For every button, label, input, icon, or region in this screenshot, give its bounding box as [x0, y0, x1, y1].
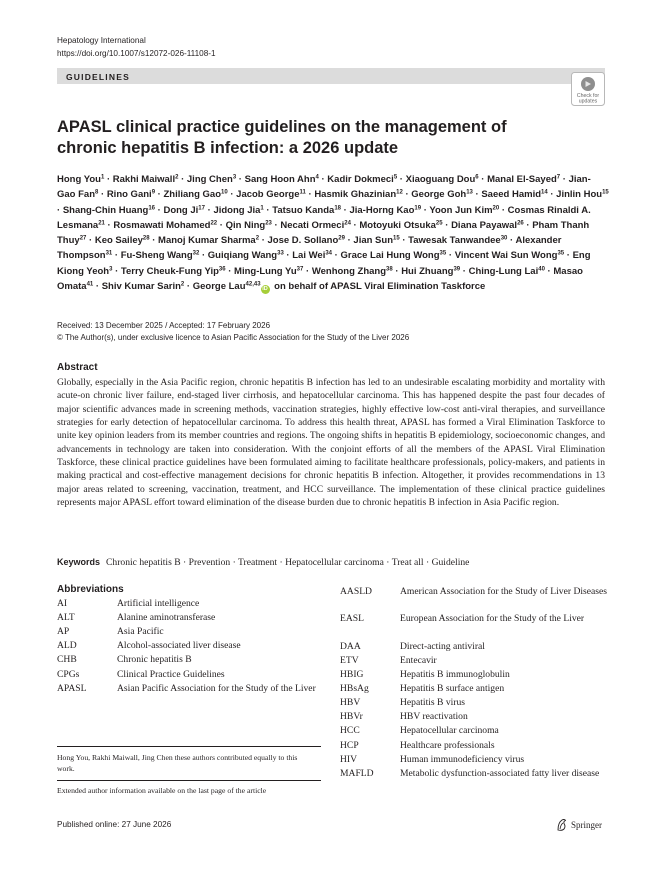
- author-name: Keo Sailey: [94, 235, 143, 246]
- abbreviation-definition: Healthcare professionals: [400, 739, 495, 751]
- author-name: Hong You: [57, 174, 101, 185]
- abbreviation-row: [57, 597, 325, 610]
- published-date: Published online: 27 June 2026: [57, 820, 172, 829]
- abbreviation-definition: Chronic hepatitis B: [117, 654, 192, 666]
- abbreviation-row: [57, 653, 325, 666]
- abbreviation-row: [340, 612, 608, 625]
- author-affiliation: 26: [517, 220, 524, 227]
- author-name: Hui Zhuang: [401, 265, 454, 277]
- author-affiliation: 3: [109, 266, 113, 272]
- author-affiliation: 19: [414, 205, 422, 211]
- author-affiliation: 15: [393, 235, 400, 242]
- abbreviation-definition: Artificial intelligence: [117, 598, 200, 609]
- author-name: Guiqiang Wang: [207, 250, 278, 262]
- footnote-divider: [57, 746, 321, 747]
- author-name: Shiv Kumar Sarin: [101, 280, 181, 292]
- publisher-logo[interactable]: [556, 818, 602, 831]
- author-affiliation: 6: [475, 174, 479, 181]
- author-name: Sang Hoon Ahn: [244, 174, 316, 185]
- abbreviation-row: [340, 710, 608, 723]
- author-affiliation: 21: [98, 220, 105, 227]
- author-name: Saeed Hamid: [481, 189, 542, 201]
- author-name: Tatsuo Kanda: [272, 204, 335, 216]
- abstract-heading: Abstract: [57, 362, 98, 373]
- badge-line1: Check for: [576, 93, 600, 99]
- author-name: Jia-Horng Kao: [349, 204, 415, 216]
- author-affiliation: 38: [386, 266, 393, 272]
- orcid-icon[interactable]: iD: [262, 285, 268, 292]
- author-name: Jian-Gao Fan: [57, 174, 591, 201]
- author-name: Ching-Lung Lai: [468, 265, 539, 277]
- author-affiliation: 11: [299, 189, 306, 196]
- author-name: Wenhong Zhang: [311, 265, 387, 277]
- abbreviation-definition: Clinical Practice Guidelines: [117, 668, 225, 680]
- author-name: George Goh: [411, 189, 467, 201]
- author-name: Grace Lai Hung Wong: [340, 250, 440, 262]
- abbreviation-definition: Asian Pacific Association for the Study of the Liver: [117, 682, 316, 694]
- abbreviation-row: [340, 767, 608, 780]
- abbreviations-heading: Abbreviations: [57, 584, 124, 595]
- abbreviation-row: [340, 724, 608, 737]
- received-dates: Received: 13 December 2025 / Accepted: 17 February 2026: [57, 321, 271, 330]
- author-affiliation: 41: [86, 281, 94, 288]
- abbreviation-definition: Hepatitis B immunoglobulin: [400, 669, 510, 680]
- author-affiliation: 35: [557, 250, 565, 257]
- abbreviation-term: ALD: [57, 640, 77, 652]
- abbreviation-term: DAA: [340, 640, 361, 652]
- abbreviation-row: [340, 753, 608, 766]
- author-affiliation: 13: [466, 189, 473, 196]
- author-name: Vincent Wai Sun Wong: [454, 250, 558, 262]
- article-title: APASL clinical practice guidelines on the management of chronic hepatitis B infection: a 2026 update: [57, 118, 507, 157]
- author-affiliation: 27: [79, 235, 87, 242]
- author-affiliation: 22: [210, 220, 218, 227]
- author-affiliation: 12: [396, 189, 403, 196]
- author-name: Eng Kiong Yeoh: [57, 250, 591, 277]
- abbreviation-definition: Hepatitis B surface antigen: [400, 683, 505, 695]
- doi-link[interactable]: https://doi.org/10.1007/s12072-026-11108-1: [57, 49, 216, 58]
- author-name: Tawesak Tanwandee: [408, 235, 501, 246]
- author-name: Alexander Thompson: [57, 235, 562, 262]
- author-name: Rino Gani: [106, 189, 152, 201]
- author-affiliation: 16: [148, 205, 155, 211]
- abbreviation-definition: Hepatitis B virus: [400, 697, 466, 709]
- author-name: Jacob George: [236, 189, 300, 201]
- author-affiliation: 31: [105, 250, 113, 257]
- author-name: Zhiliang Gao: [163, 189, 222, 201]
- abbreviation-term: HCC: [340, 725, 360, 737]
- abbreviation-row: [340, 640, 608, 653]
- extended-info-footnote: Extended author information available on the last page of the article: [57, 786, 267, 795]
- author-list: Hong You$^1$ · Rakhi Maiwall$^2$ · Jing Chen$^3$ · Sang Hoon Ahn$^4$ · Kadir Dokmeci$^5$ · Xiaoguang Dou$^6$ · Manal El-Sayed$^7$ · Jian-Gao Fan$^8$ · Rino Gani$^9$ · Zhiliang Gao$^{10}$ · Jacob George$^{11}$ · Hasmik Ghazinian$^{12}$ · George Goh$^{13}$ · Saeed Hamid$^{14}$ · Jinlin Hou$^{15}$ · Shang-Chin Huang$^{16}$ · Dong $Ji^{17}$ · Jidong Jia$^1$ · Tatsuo Kanda$^{18}$ · Jia-Horng Kao$^{19}$ · Yoon Jun Kim$^{20}$ · Cosmas Rinaldi A. Lesmana$^{21}$ · Rosmawati Mohamed$^{22}$ · Qin Ning$^{23}$ · Necati Ormeci$^{24}$ · Motoyuki Otsuka$^{25}$ · Diana Payawal$^{26}$ · Pham Thanh Thuy$^{27}$ · Keo Sailey$^{28}$ · Manoj Kumar Sharma$^2$ · Jose D. Sollano$^{29}$ · Jian Sun$^{15}$ · Tawesak Tanwandee$^{30}$ · Alexander Thompson$^{31}$ · Fu-Sheng Wang$^{32}$ · Guiqiang Wang$^{33}$ · Lai Wei$^{34}$ · Grace Lai Hung Wong$^{35}$ · Vincent Wai Sun Wong$^{35}$ · Eng Kiong Yeoh$^3$ · Terry Cheuk-Fung Yip$^{36}$ · Ming-Lung $Yu^{37}$ · Wenhong Zhang$^{38}$ · Hui Zhuang$^{39}$ · Ching-Lung Lai$^{40}$ · Masao Omata$^{41}$ · Shiv Kumar Sarin$^2$ · George Lau$^{42,43}$iD on behalf of APASL Viral Elimination Taskforce: [57, 174, 609, 292]
- abbreviation-definition: Direct-acting antiviral: [400, 640, 485, 652]
- abbreviation-term: HBVr: [340, 711, 363, 723]
- author-name: Ming-Lung Yu: [234, 265, 297, 277]
- abbreviation-term: HIV: [340, 753, 358, 765]
- abbreviation-term: ALT: [57, 612, 75, 624]
- author-affiliation: 29: [338, 235, 345, 242]
- equal-contribution-footnote: Hong You, Rakhi Maiwall, Jing Chen these authors contributed equally to this work.: [57, 753, 298, 774]
- author-name: Shang-Chin Huang: [62, 204, 149, 216]
- keywords-line: [57, 557, 605, 568]
- author-name: Jidong Jia: [213, 204, 261, 216]
- author-name: Yoon Jun Kim: [429, 204, 493, 216]
- abbreviation-definition: Human immunodeficiency virus: [400, 753, 525, 765]
- author-name: Manal El-Sayed: [487, 174, 557, 185]
- author-name: Pham Thanh Thuy: [57, 219, 590, 246]
- author-affiliation: 1: [260, 205, 264, 211]
- abbreviation-term: CPGs: [57, 668, 80, 680]
- author-name: Motoyuki Otsuka: [359, 219, 436, 231]
- author-affiliation: 10: [221, 189, 228, 196]
- author-affiliation: 8: [95, 189, 99, 196]
- abbreviation-definition: Alcohol-associated liver disease: [117, 640, 241, 652]
- abbreviation-row: [340, 682, 608, 695]
- abbreviation-row: [57, 625, 325, 638]
- author-name: Dong Ji: [163, 204, 199, 216]
- author-affiliation: 5: [393, 174, 398, 181]
- abbreviation-term: AP: [57, 626, 70, 638]
- badge-line2: updates: [578, 98, 598, 105]
- author-affiliation: 33: [277, 250, 284, 257]
- publisher-name: Springer: [571, 819, 602, 830]
- author-affiliation: 28: [142, 235, 150, 242]
- keywords-list: Chronic hepatitis B · Prevention · Treatment · Hepatocellular carcinoma · Treat all · Guideline: [106, 557, 470, 568]
- author-affiliation: 1: [100, 174, 105, 181]
- author-affiliation: 2: [175, 174, 179, 181]
- abbreviation-term: HBIG: [340, 669, 364, 680]
- author-name: Xiaoguang Dou: [405, 174, 476, 185]
- author-name: Cosmas Rinaldi A. Lesmana: [57, 204, 591, 231]
- abbreviation-row: [57, 611, 325, 624]
- abbreviation-row: [340, 668, 608, 681]
- abbreviation-row: [57, 639, 325, 652]
- author-affiliation: 18: [334, 205, 342, 211]
- abbreviation-term: AASLD: [340, 586, 372, 597]
- author-affiliation: 2: [255, 235, 260, 242]
- author-affiliation: 34: [325, 250, 333, 257]
- abbreviation-term: MAFLD: [340, 767, 374, 779]
- author-affiliation: 2: [180, 281, 185, 288]
- author-name: Diana Payawal: [451, 219, 518, 231]
- footnote-divider: [57, 780, 321, 781]
- author-affiliation: 30: [500, 235, 508, 242]
- author-affiliation: 39: [453, 266, 461, 272]
- abbreviation-definition: Asia Pacific: [117, 626, 164, 638]
- copyright-notice: © The Author(s), under exclusive licence to Asian Pacific Association for the Study of the Liver 2026: [57, 333, 410, 342]
- author-name: Kadir Dokmeci: [327, 174, 394, 185]
- author-name: Jing Chen: [186, 174, 233, 185]
- check-for-updates-icon[interactable]: [571, 72, 605, 106]
- keywords-label: Keywords: [57, 557, 101, 567]
- author-name: Jinlin Hou: [556, 189, 603, 201]
- springer-horse-icon: [556, 818, 567, 831]
- author-affiliation: 32: [192, 250, 200, 257]
- author-name: Terry Cheuk-Fung Yip: [120, 265, 219, 277]
- author-name: Necati Ormeci: [280, 219, 345, 231]
- abbreviation-term: APASL: [57, 682, 87, 694]
- author-name: Fu-Sheng Wang: [120, 250, 193, 262]
- author-name: Lai Wei: [292, 250, 326, 262]
- abbreviation-term: HBV: [340, 697, 361, 709]
- author-affiliation: 15: [602, 189, 609, 196]
- abbreviation-definition: Metabolic dysfunction-associated fatty liver disease: [400, 767, 600, 779]
- author-name: Rakhi Maiwall: [112, 174, 176, 185]
- abbreviation-term: EASL: [340, 613, 364, 625]
- author-affiliation: 36: [218, 266, 226, 272]
- abbreviation-term: HBsAg: [340, 683, 369, 695]
- authors-suffix: on behalf of APASL Viral Elimination Taskforce: [271, 280, 486, 292]
- author-affiliation: 9: [151, 189, 156, 196]
- author-affiliation: 35: [439, 250, 447, 257]
- author-name: Qin Ning: [225, 219, 266, 231]
- abbreviation-definition: Alanine aminotransferase: [117, 612, 216, 624]
- author-name: Jose D. Sollano: [267, 235, 339, 246]
- abbreviation-definition: Hepatocellular carcinoma: [400, 725, 499, 737]
- section-banner: [57, 68, 605, 84]
- author-name: Hasmik Ghazinian: [314, 189, 397, 201]
- author-affiliation: 17: [198, 205, 205, 211]
- author-affiliation: 4: [315, 174, 319, 181]
- abstract-body: Globally, especially in the Asia Pacific region, chronic hepatitis B infection has led to an undesirable escalating morbidity and mortality with acute-on chronic liver failure, end-staged liver cirrhosis, and hepatocellular carcinoma. This has happened despite the past four decades of major scientific advances made in screening methods, vaccination strategies, highly effective low-cost anti-viral therapies, and surveillance strategies for early detection of hepatocellular carcinoma. To address this health threat, APASL has formed a Viral Elimination Taskforce to unite key opinion leaders from its member countries and regions. The ongoing shifts in hepatitis B epidemiology, socioeconomic changes, and advancements in technology are taken into consideration. With the conjoint efforts of all the members of the APASL Viral Elimination Taskforce, these clinical practice guidelines have been formulated aiming to facilitate healthcare professionals, policy-makers, and patients in making practical and cost-effective management decisions for chronic hepatitis B infection. Altogether, it provides recommendations in 13 major areas related to screening, vaccination, treatment, and HCC surveillance. The implementation of these clinical practice guidelines represents major APASL effort toward elimination of the disease burden due to chronic hepatitis B infection in Asia Pacific region.: [57, 377, 605, 509]
- author-affiliation: 3: [232, 174, 237, 181]
- author-affiliation: 42,43: [245, 281, 261, 288]
- author-affiliation: 24: [344, 220, 351, 227]
- abbreviation-row: [57, 668, 325, 681]
- abbreviation-definition: American Association for the Study of Liver Diseases: [400, 586, 608, 597]
- abbreviation-row: [57, 682, 325, 695]
- section-label: GUIDELINES: [66, 71, 130, 82]
- journal-name: Hepatology International: [57, 36, 146, 45]
- abbreviation-definition: Entecavir: [400, 654, 437, 666]
- abbreviation-term: AI: [57, 598, 68, 609]
- author-affiliation: 23: [265, 220, 272, 227]
- abbreviation-row: [340, 654, 608, 667]
- abbreviation-row: [340, 585, 608, 598]
- abbreviation-row: [340, 696, 608, 709]
- author-affiliation: 25: [435, 220, 443, 227]
- abbreviation-term: ETV: [340, 654, 359, 666]
- author-affiliation: 14: [541, 189, 548, 196]
- abbreviation-definition: HBV reactivation: [400, 711, 468, 723]
- author-name: Manoj Kumar Sharma: [158, 235, 256, 246]
- author-affiliation: 7: [556, 174, 561, 181]
- author-name: Masao Omata: [57, 265, 583, 292]
- author-affiliation: 40: [538, 266, 545, 272]
- abbreviation-row: [340, 739, 608, 752]
- author-affiliation: 37: [296, 266, 304, 272]
- author-name: Jian Sun: [353, 235, 393, 246]
- author-name: Rosmawati Mohamed: [113, 219, 211, 231]
- author-affiliation: 20: [492, 205, 500, 211]
- abbreviation-definition: European Association for the Study of the Liver: [400, 613, 585, 625]
- abbreviation-term: HCP: [340, 739, 359, 751]
- abbreviation-term: CHB: [57, 654, 77, 666]
- author-name: George Lau: [192, 280, 246, 292]
